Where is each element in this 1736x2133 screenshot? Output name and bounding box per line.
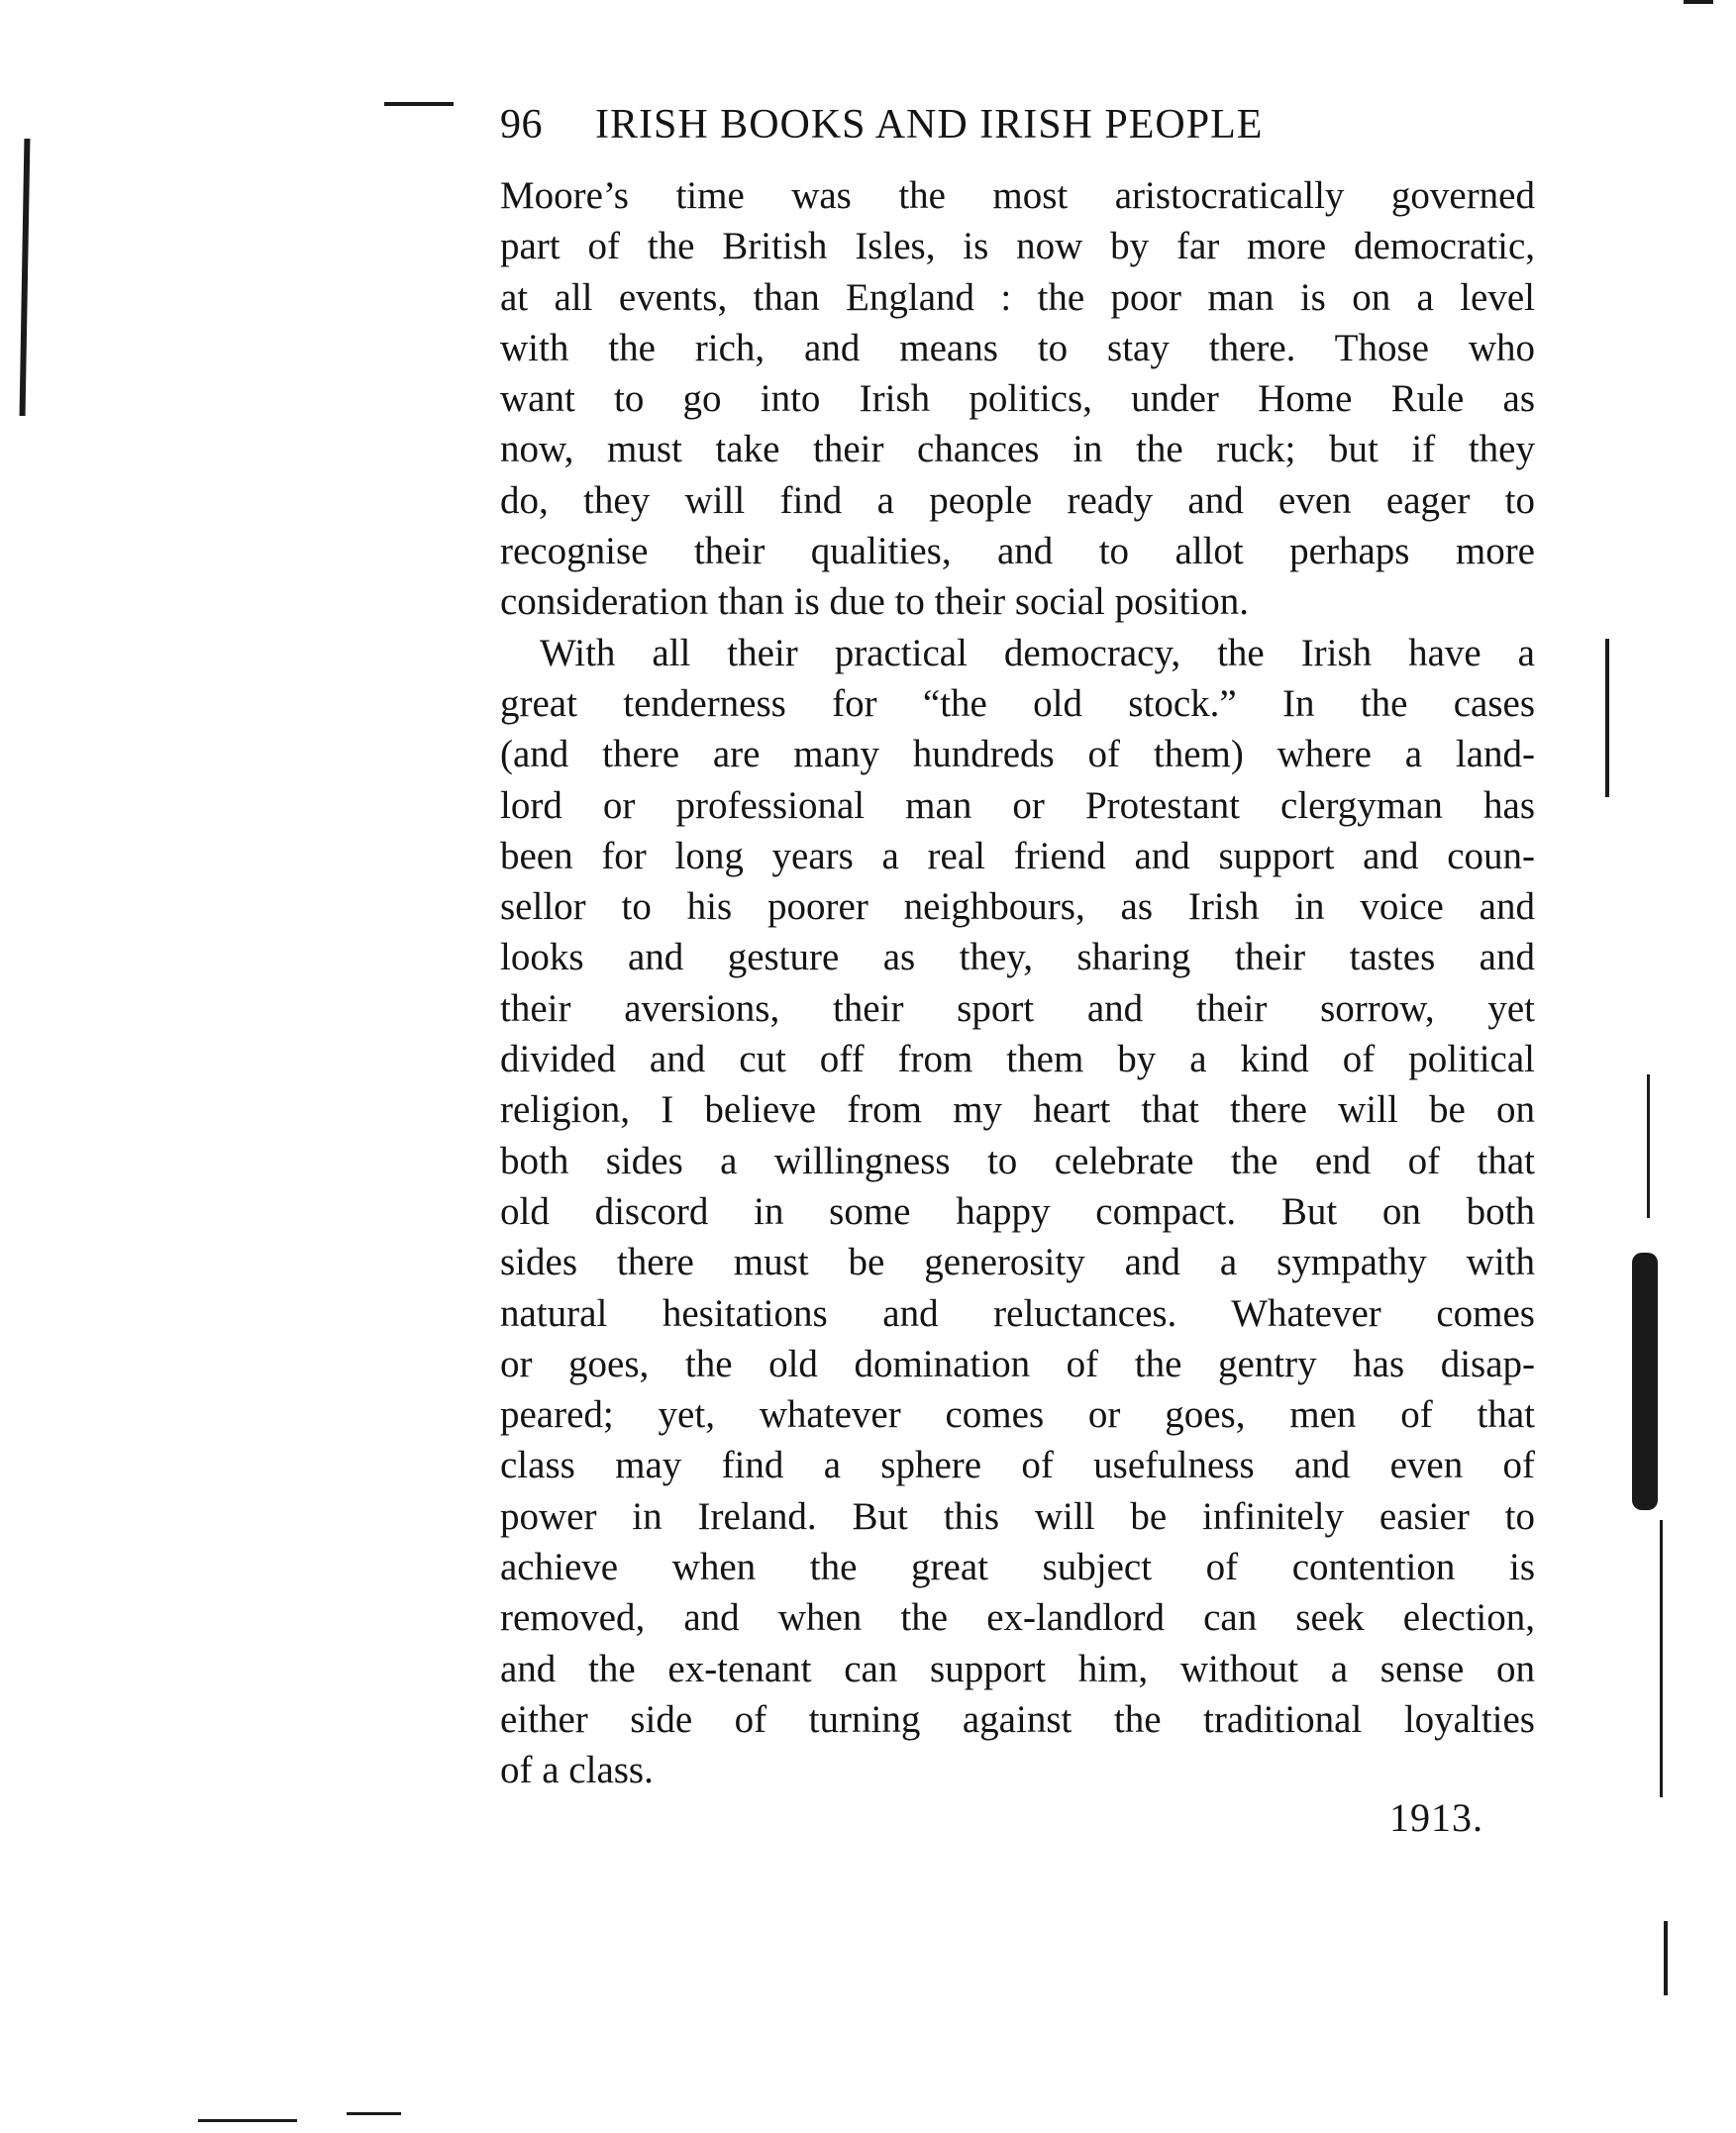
text-line: recognise their qualities, and to allot perhaps more — [500, 530, 1535, 573]
page-number: 96 — [500, 102, 543, 148]
scan-mark-bottom-dash-1 — [198, 2119, 297, 2122]
text-line: been for long years a real friend and support and coun- — [500, 834, 1535, 877]
text-line: great tenderness for “the old stock.” In the cases — [500, 681, 1535, 725]
text-line: now, must take their chances in the ruck; but if they — [500, 428, 1535, 471]
text-line: peared; yet, whatever comes or goes, men of that — [500, 1393, 1535, 1437]
text-line: With all their practical democracy, the Irish have a — [540, 631, 1535, 674]
text-line: part of the British Isles, is now by far more democratic, — [500, 225, 1535, 268]
text-line: natural hesitations and reluctances. Whatever comes — [500, 1291, 1535, 1335]
text-line: either side of turning against the traditional loyalties — [500, 1697, 1535, 1741]
text-line: their aversions, their sport and their sorrow, yet — [500, 986, 1535, 1030]
text-line: sellor to his poorer neighbours, as Irish in voice and — [500, 885, 1535, 929]
text-line: consideration than is due to their social position. — [500, 580, 1250, 624]
text-line: of a class. — [500, 1749, 654, 1792]
scan-mark-right-lower-line — [1660, 1520, 1663, 1797]
running-header — [500, 95, 1540, 154]
scan-mark-right-blot — [1632, 1253, 1658, 1510]
text-line: and the ex-tenant can support him, without a sense on — [500, 1647, 1535, 1690]
text-line: at all events, than England : the poor man is on a level — [500, 275, 1535, 319]
scan-mark-top-right — [1684, 0, 1713, 4]
text-line: class may find a sphere of usefulness and even of — [500, 1444, 1535, 1487]
running-title: IRISH BOOKS AND IRISH PEOPLE — [595, 102, 1264, 148]
text-line: want to go into Irish politics, under Home Rule as — [500, 377, 1535, 421]
text-line: sides there must be generosity and a sympathy with — [500, 1241, 1535, 1284]
scan-mark-top-dash — [384, 102, 454, 106]
text-line: with the rich, and means to stay there. Those who — [500, 326, 1535, 369]
text-line: power in Ireland. But this will be infinitely easier to — [500, 1494, 1535, 1538]
text-line: do, they will find a people ready and even eager to — [500, 478, 1535, 522]
scan-mark-bottom-dash-2 — [347, 2112, 401, 2115]
text-line: achieve when the great subject of contention is — [500, 1546, 1535, 1589]
text-line: old discord in some happy compact. But on both — [500, 1189, 1535, 1233]
text-line: divided and cut off from them by a kind of political — [500, 1038, 1535, 1081]
text-line: Moore’s time was the most aristocratically governed — [500, 174, 1535, 217]
scan-mark-right-upper — [1605, 639, 1609, 797]
text-line: removed, and when the ex-landlord can seek election, — [500, 1596, 1535, 1640]
text-line: (and there are many hundreds of them) where a land- — [500, 733, 1535, 776]
scan-mark-right-bottom — [1664, 1921, 1668, 1995]
scan-mark-left-bar — [20, 139, 31, 416]
body-text — [500, 170, 1535, 1796]
closing-date: 1913. — [1389, 1795, 1483, 1840]
text-line: or goes, the old domination of the gentry has disap- — [500, 1342, 1535, 1385]
text-line: lord or professional man or Protestant clergyman has — [500, 783, 1535, 827]
scan-mark-right-line — [1647, 1074, 1650, 1218]
text-line: looks and gesture as they, sharing their tastes and — [500, 936, 1535, 979]
text-line: both sides a willingness to celebrate the end of that — [500, 1139, 1535, 1182]
text-line: religion, I believe from my heart that there will be on — [500, 1088, 1535, 1132]
